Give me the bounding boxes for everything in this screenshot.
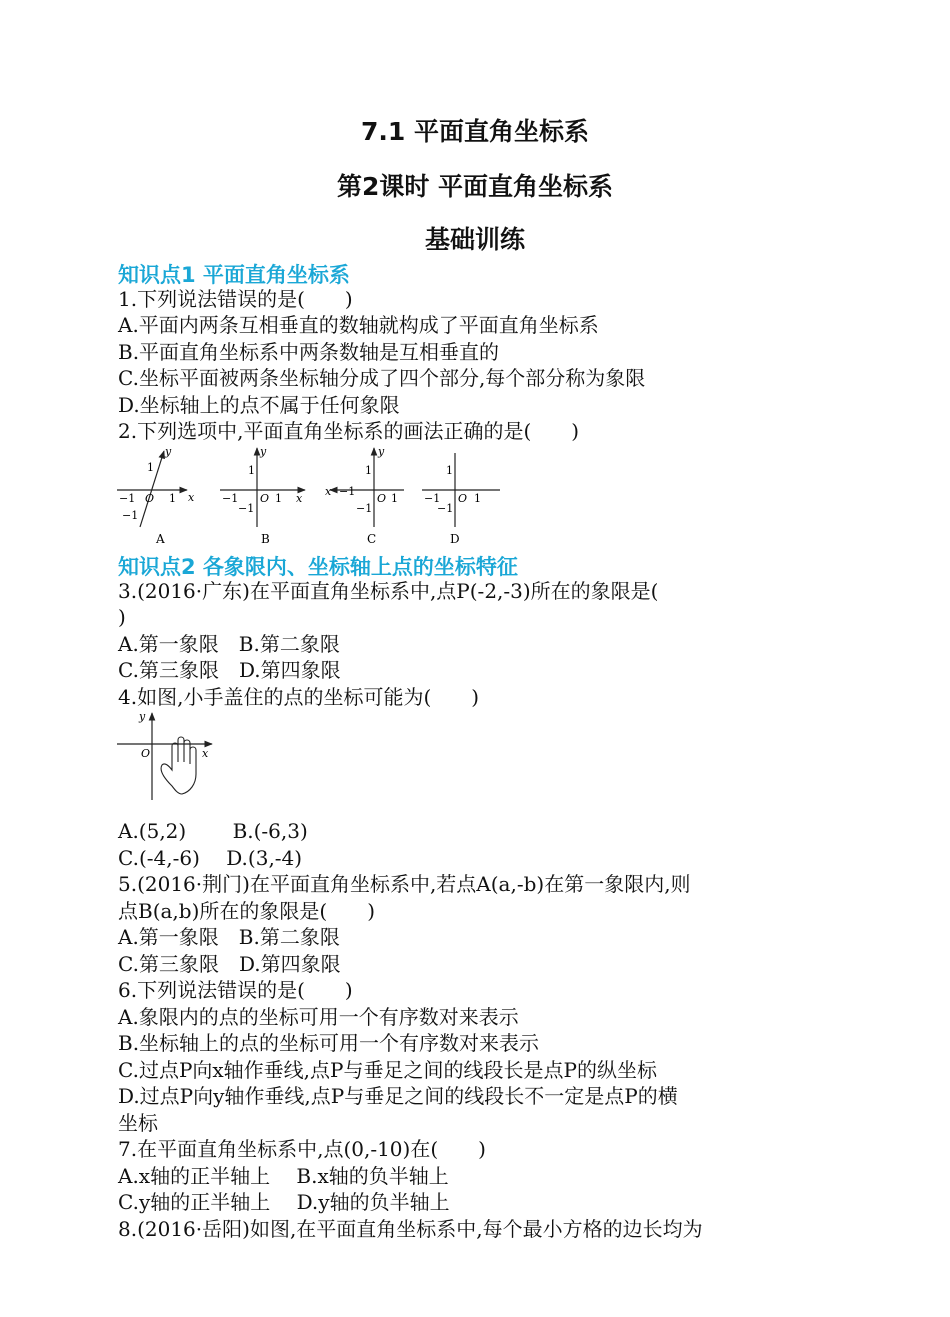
q2-d-tick-pos: 1 xyxy=(474,492,481,505)
q5-stem-line1: 5.(2016·荆门)在平面直角坐标系中,若点A(a,-b)在第一象限内,则 xyxy=(118,872,691,896)
q4-stem: 4.如图,小手盖住的点的坐标可能为( ) xyxy=(118,685,480,709)
q2-d-tick-pos-y: 1 xyxy=(446,464,453,477)
q6-option-c: C.过点P向x轴作垂线,点P与垂足之间的线段长是点P的纵坐标 xyxy=(118,1058,657,1082)
q2-a-tick-neg-y: −1 xyxy=(122,509,139,522)
q2-figure-b xyxy=(220,445,305,546)
q2-d-label: D xyxy=(450,532,460,546)
q1-option-a: A.平面内两条互相垂直的数轴就构成了平面直角坐标系 xyxy=(118,313,599,337)
q2-c-tick-pos: 1 xyxy=(391,492,398,505)
q2-a-tick-pos-y: 1 xyxy=(147,461,154,474)
q2-c-origin: O xyxy=(377,492,387,505)
q2-d-tick-neg-y: −1 xyxy=(437,502,454,515)
q2-b-label: B xyxy=(261,532,270,546)
knowledge-point-1-heading: 知识点1 平面直角坐标系 xyxy=(118,263,350,287)
lesson-title: 第2课时 平面直角坐标系 xyxy=(336,172,614,201)
q2-b-y-label: y xyxy=(260,445,267,458)
q6-option-d-line1: D.过点P向y轴作垂线,点P与垂足之间的线段长不一定是点P的横 xyxy=(118,1084,678,1108)
q6-option-b: B.坐标轴上的点的坐标可用一个有序数对来表示 xyxy=(118,1031,540,1055)
q2-b-tick-pos-y: 1 xyxy=(248,464,255,477)
q2-a-tick-pos: 1 xyxy=(169,492,176,505)
q3-options-ab: A.第一象限 B.第二象限 xyxy=(118,632,340,656)
q2-figures xyxy=(112,445,512,550)
q2-b-tick-neg-y: −1 xyxy=(238,502,255,515)
q1-option-c: C.坐标平面被两条坐标轴分成了四个部分,每个部分称为象限 xyxy=(118,366,646,390)
q4-y-label: y xyxy=(139,710,146,723)
q4-x-label: x xyxy=(202,747,209,760)
page-title: 7.1 平面直角坐标系 xyxy=(361,117,589,146)
q3-options-cd: C.第三象限 D.第四象限 xyxy=(118,658,341,682)
q2-a-label: A xyxy=(156,532,165,546)
q2-c-tick-pos-y: 1 xyxy=(365,464,372,477)
q2-a-tick-neg: −1 xyxy=(119,492,136,505)
q4-figure xyxy=(112,710,222,802)
q2-figure-c xyxy=(325,445,404,546)
q2-c-y-label: y xyxy=(378,445,385,458)
q4-options-cd: C.(-4,-6) D.(3,-4) xyxy=(118,846,303,870)
q5-options-cd: C.第三象限 D.第四象限 xyxy=(118,952,341,976)
q2-figure-d xyxy=(422,453,500,546)
q6-option-a: A.象限内的点的坐标可用一个有序数对来表示 xyxy=(118,1005,519,1029)
q7-options-cd: C.y轴的正半轴上 D.y轴的负半轴上 xyxy=(118,1190,450,1214)
q2-a-y-label: y xyxy=(165,445,172,458)
q5-stem-line2: 点B(a,b)所在的象限是( ) xyxy=(118,899,375,923)
q2-stem: 2.下列选项中,平面直角坐标系的画法正确的是( ) xyxy=(118,419,580,443)
q2-d-tick-neg: −1 xyxy=(424,492,441,505)
q3-stem-line1: 3.(2016·广东)在平面直角坐标系中,点P(-2,-3)所在的象限是( xyxy=(118,579,659,603)
q4-origin: O xyxy=(141,747,151,760)
q6-option-d-line2: 坐标 xyxy=(118,1111,158,1135)
q1-option-b: B.平面直角坐标系中两条数轴是互相垂直的 xyxy=(118,340,500,364)
q7-options-ab: A.x轴的正半轴上 B.x轴的负半轴上 xyxy=(118,1164,449,1188)
q2-a-origin: O xyxy=(145,492,155,505)
hand-icon xyxy=(161,737,196,794)
q1-stem: 1.下列说法错误的是( ) xyxy=(118,287,353,311)
q7-stem: 7.在平面直角坐标系中,点(0,-10)在( ) xyxy=(118,1137,486,1161)
knowledge-point-2-heading: 知识点2 各象限内、坐标轴上点的坐标特征 xyxy=(118,555,518,579)
q2-b-tick-pos: 1 xyxy=(275,492,282,505)
q2-a-x-label: x xyxy=(188,491,195,504)
q2-c-label: C xyxy=(367,532,377,546)
q2-b-origin: O xyxy=(260,492,270,505)
q2-b-tick-neg: −1 xyxy=(222,492,239,505)
q2-c-x-label: x xyxy=(325,485,332,498)
section-title: 基础训练 xyxy=(424,225,525,254)
q2-c-tick-neg-y: −1 xyxy=(356,502,373,515)
q4-options-ab: A.(5,2) B.(-6,3) xyxy=(118,819,308,843)
q1-option-d: D.坐标轴上的点不属于任何象限 xyxy=(118,393,400,417)
q5-options-ab: A.第一象限 B.第二象限 xyxy=(118,925,340,949)
q6-stem: 6.下列说法错误的是( ) xyxy=(118,978,353,1002)
q2-d-origin: O xyxy=(458,492,468,505)
q2-b-x-label: x xyxy=(296,492,303,505)
q3-stem-line2: ) xyxy=(118,605,126,629)
q8-stem: 8.(2016·岳阳)如图,在平面直角坐标系中,每个最小方格的边长均为 xyxy=(118,1217,703,1241)
q2-c-tick-neg: −1 xyxy=(339,485,356,498)
q2-figure-a xyxy=(117,445,195,546)
